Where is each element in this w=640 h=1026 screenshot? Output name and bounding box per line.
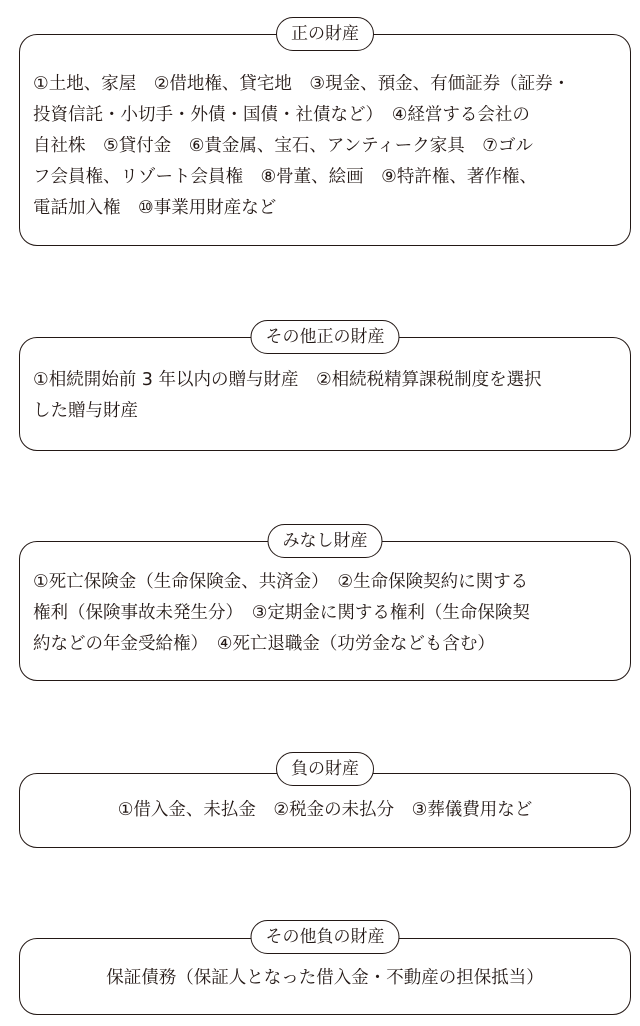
section-body	[33, 795, 617, 826]
body-line: 権利（保険事故未発生分） ③定期金に関する権利（生命保険契	[33, 603, 530, 623]
section-body	[33, 365, 617, 427]
body-line: ①相続開始前 3 年以内の贈与財産 ②相続税精算課税制度を選択	[33, 370, 542, 390]
section-title: 正の財産	[276, 17, 374, 51]
body-line: ①借入金、未払金 ②税金の未払分 ③葬儀費用など	[117, 800, 533, 820]
section-title: みなし財産	[268, 524, 383, 558]
body-line: フ会員権、リゾート会員権 ⑧骨董、絵画 ⑨特許権、著作権、	[33, 167, 537, 187]
section-title: その他正の財産	[251, 320, 400, 354]
section-body	[33, 69, 617, 224]
section-positive-assets	[19, 17, 631, 246]
body-line: 約などの年金受給権） ④死亡退職金（功労金なども含む）	[33, 634, 495, 654]
body-line: 投資信託・小切手・外債・国債・社債など） ④経営する会社の	[33, 105, 530, 125]
section-liabilities	[19, 752, 631, 848]
body-line: 電話加入権 ⑩事業用財産など	[33, 198, 277, 218]
section-deemed-assets	[19, 524, 631, 681]
section-other-positive-assets	[19, 320, 631, 451]
section-title: 負の財産	[276, 752, 374, 786]
section-body	[33, 567, 617, 660]
body-line: ①土地、家屋 ②借地権、貸宅地 ③現金、預金、有価証券（証券・	[33, 74, 571, 94]
section-title: その他負の財産	[251, 920, 400, 954]
section-body	[33, 963, 617, 994]
body-line: ①死亡保険金（生命保険金、共済金） ②生命保険契約に関する	[33, 572, 529, 592]
section-other-liabilities	[19, 920, 631, 1015]
body-line: 自社株 ⑤貸付金 ⑥貴金属、宝石、アンティーク家具 ⑦ゴル	[33, 136, 533, 156]
body-line: 保証債務（保証人となった借入金・不動産の担保抵当）	[106, 968, 544, 988]
body-line: した贈与財産	[33, 401, 138, 421]
